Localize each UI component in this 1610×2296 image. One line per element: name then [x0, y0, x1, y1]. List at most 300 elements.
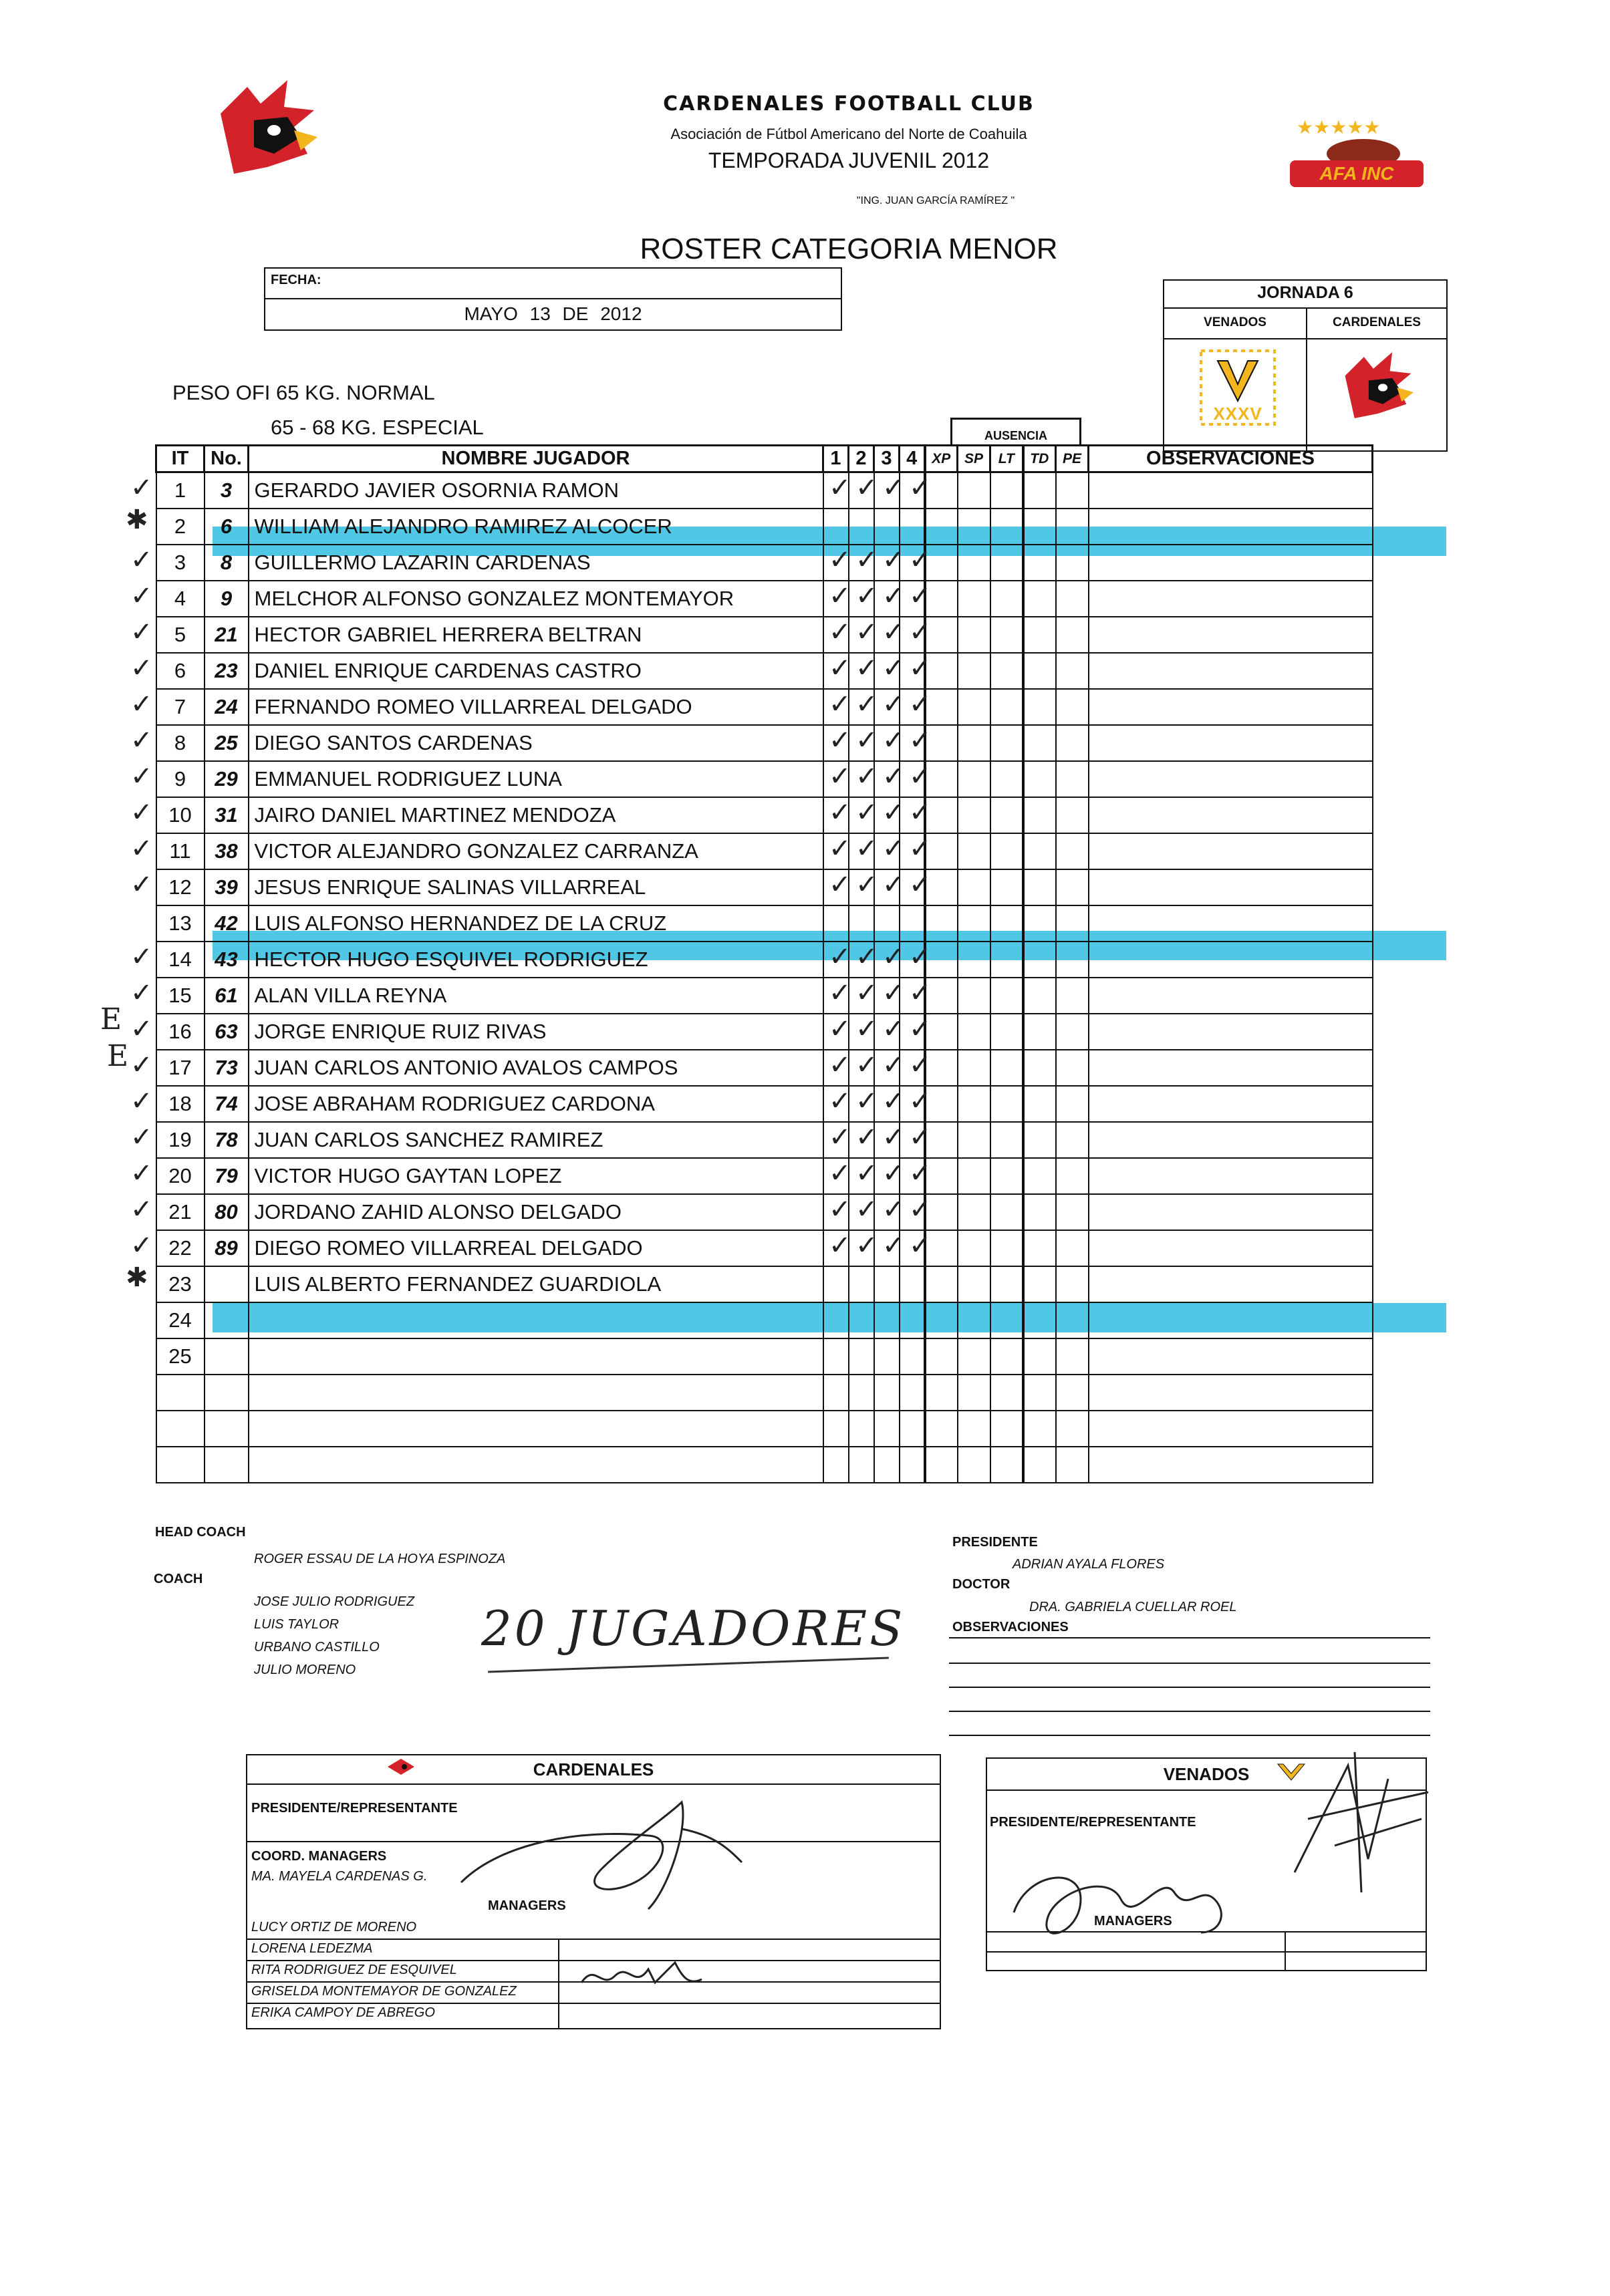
table-row [156, 617, 1373, 653]
checkmark-icon: ✓ [882, 1158, 905, 1189]
row-td [1023, 653, 1056, 689]
checkmark-icon: ✓ [829, 472, 851, 503]
doctor-name: DRA. GABRIELA CUELLAR ROEL [1029, 1600, 1237, 1614]
row-td [1023, 1411, 1056, 1447]
row-it: 1 [156, 472, 205, 509]
checkmark-icon: ✓ [909, 761, 932, 792]
row-lt [990, 833, 1023, 869]
checkmark-icon: ✓ [909, 581, 932, 611]
row-xp [925, 1411, 958, 1447]
row-sp [958, 905, 990, 942]
row-q4 [900, 1266, 925, 1302]
row-player-name: HECTOR GABRIEL HERRERA BELTRAN [249, 617, 823, 653]
row-it: 3 [156, 545, 205, 581]
row-td [1023, 761, 1056, 797]
row-it: 4 [156, 581, 205, 617]
row-lt [990, 545, 1023, 581]
table-row [156, 833, 1373, 869]
row-number: 89 [205, 1230, 249, 1266]
checkmark-icon: ✓ [829, 761, 851, 792]
checkmark-icon: ✓ [909, 1230, 932, 1261]
row-pe [1056, 1230, 1089, 1266]
row-pe [1056, 833, 1089, 869]
row-number [205, 1266, 249, 1302]
row-pe [1056, 725, 1089, 761]
checkmark-icon: ✓ [909, 1014, 932, 1044]
checkmark-icon: ✓ [855, 1050, 878, 1081]
row-it: 7 [156, 689, 205, 725]
row-sp [958, 1158, 990, 1194]
row-it: 22 [156, 1230, 205, 1266]
venados-box [986, 1757, 1427, 1971]
checkmark-icon: ✓ [829, 1230, 851, 1261]
row-lt [990, 1375, 1023, 1411]
row-sp [958, 869, 990, 905]
table-row [156, 1338, 1373, 1375]
row-observaciones [1089, 1194, 1373, 1230]
row-it: 23 [156, 1266, 205, 1302]
header-name: NOMBRE JUGADOR [249, 446, 823, 472]
row-pe [1056, 581, 1089, 617]
table-row [156, 1302, 1373, 1338]
coach-label: COACH [154, 1572, 203, 1586]
row-td [1023, 1122, 1056, 1158]
table-row [156, 725, 1373, 761]
checkmark-icon: ✓ [855, 725, 878, 756]
row-sp [958, 617, 990, 653]
row-td [1023, 1194, 1056, 1230]
row-number: 38 [205, 833, 249, 869]
row-observaciones [1089, 689, 1373, 725]
row-td [1023, 1086, 1056, 1122]
row-number: 63 [205, 1014, 249, 1050]
margin-check-icon: ✓ [130, 1050, 153, 1081]
presidente-name: ADRIAN AYALA FLORES [1013, 1557, 1165, 1572]
page-title: ROSTER CATEGORIA MENOR [640, 233, 1058, 265]
jornada-box [1163, 279, 1448, 452]
row-q1 [823, 905, 849, 942]
table-row [156, 689, 1373, 725]
row-lt [990, 1194, 1023, 1230]
row-q1 [823, 1338, 849, 1375]
header-q1: 1 [823, 446, 849, 472]
checkmark-icon: ✓ [882, 1086, 905, 1117]
row-number [205, 1375, 249, 1411]
row-sp [958, 509, 990, 545]
row-q3 [874, 905, 900, 942]
mark-e-15: E [100, 1002, 122, 1036]
row-q3 [874, 1375, 900, 1411]
margin-check-icon: ✓ [130, 761, 153, 792]
checkmark-icon: ✓ [909, 617, 932, 648]
checkmark-icon: ✓ [829, 725, 851, 756]
checkmark-icon: ✓ [855, 978, 878, 1008]
row-player-name [249, 1375, 823, 1411]
cardenales-manager-1: LUCY ORTIZ DE MORENO [251, 1920, 417, 1934]
row-sp [958, 942, 990, 978]
row-sp [958, 653, 990, 689]
row-pe [1056, 1411, 1089, 1447]
header-q4: 4 [900, 446, 925, 472]
jornada-team2: CARDENALES [1333, 315, 1421, 329]
header-it: IT [156, 446, 205, 472]
margin-check-icon: ✓ [130, 545, 153, 575]
row-td [1023, 617, 1056, 653]
venados-managers-label: MANAGERS [1094, 1914, 1172, 1928]
checkmark-icon: ✓ [882, 653, 905, 684]
checkmark-icon: ✓ [909, 1194, 932, 1225]
row-lt [990, 978, 1023, 1014]
checkmark-icon: ✓ [909, 869, 932, 900]
checkmark-icon: ✓ [909, 1050, 932, 1081]
row-xp [925, 1302, 958, 1338]
head-coach-label: HEAD COACH [155, 1525, 246, 1540]
row-number [205, 1302, 249, 1338]
row-it: 24 [156, 1302, 205, 1338]
row-q1 [823, 1302, 849, 1338]
checkmark-icon: ✓ [855, 942, 878, 972]
header-xp: XP [925, 446, 958, 472]
checkmark-icon: ✓ [855, 1194, 878, 1225]
checkmark-icon: ✓ [855, 472, 878, 503]
total-underline [488, 1657, 889, 1673]
table-row [156, 1086, 1373, 1122]
row-td [1023, 689, 1056, 725]
row-player-name: GUILLERMO LAZARIN CARDENAS [249, 545, 823, 581]
row-number: 80 [205, 1194, 249, 1230]
table-row [156, 1158, 1373, 1194]
checkmark-icon: ✓ [855, 617, 878, 648]
row-pe [1056, 1050, 1089, 1086]
table-row [156, 509, 1373, 545]
ausencia-label: AUSENCIA [984, 429, 1047, 442]
checkmark-icon: ✓ [829, 689, 851, 720]
row-sp [958, 978, 990, 1014]
row-pe [1056, 1194, 1089, 1230]
row-observaciones [1089, 978, 1373, 1014]
checkmark-icon: ✓ [829, 545, 851, 575]
row-q4 [900, 1411, 925, 1447]
checkmark-icon: ✓ [909, 1158, 932, 1189]
margin-check-icon: ✓ [130, 617, 153, 648]
row-pe [1056, 689, 1089, 725]
coach-3: URBANO CASTILLO [254, 1640, 380, 1655]
row-td [1023, 725, 1056, 761]
row-lt [990, 942, 1023, 978]
venados-logo-text: XXXV [1213, 404, 1262, 424]
row-observaciones [1089, 1338, 1373, 1375]
cardenales-manager-2: LORENA LEDEZMA [251, 1941, 373, 1956]
row-observaciones [1089, 1014, 1373, 1050]
venados-logo-icon [1198, 347, 1278, 428]
row-observaciones [1089, 942, 1373, 978]
row-it: 11 [156, 833, 205, 869]
checkmark-icon: ✓ [882, 617, 905, 648]
row-it: 21 [156, 1194, 205, 1230]
checkmark-icon: ✓ [855, 761, 878, 792]
weight-normal: PESO OFI 65 KG. NORMAL [172, 381, 435, 404]
honoree-label: "ING. JUAN GARCÍA RAMÍREZ " [856, 195, 1015, 206]
venados-pres-label: PRESIDENTE/REPRESENTANTE [990, 1815, 1196, 1830]
observaciones-label: OBSERVACIONES [952, 1620, 1069, 1634]
fecha-value: MAYO 13 DE 2012 [464, 303, 642, 324]
row-td [1023, 797, 1056, 833]
checkmark-icon: ✓ [855, 1014, 878, 1044]
margin-star-icon: ✱ [126, 1262, 148, 1293]
venados-signature-2 [1268, 1739, 1442, 1899]
margin-check-icon: ✓ [130, 978, 153, 1008]
row-td [1023, 472, 1056, 509]
row-q1 [823, 1266, 849, 1302]
row-pe [1056, 1266, 1089, 1302]
row-lt [990, 1302, 1023, 1338]
row-td [1023, 942, 1056, 978]
jornada-title: JORNADA 6 [1257, 283, 1353, 302]
row-pe [1056, 1014, 1089, 1050]
row-number: 61 [205, 978, 249, 1014]
row-td [1023, 1338, 1056, 1375]
row-sp [958, 1375, 990, 1411]
row-player-name: DIEGO ROMEO VILLARREAL DELGADO [249, 1230, 823, 1266]
row-observaciones [1089, 725, 1373, 761]
row-number: 9 [205, 581, 249, 617]
row-sp [958, 1086, 990, 1122]
table-row [156, 761, 1373, 797]
row-player-name: LUIS ALFONSO HERNANDEZ DE LA CRUZ [249, 905, 823, 942]
fecha-label: FECHA: [271, 273, 321, 287]
checkmark-icon: ✓ [909, 978, 932, 1008]
row-pe [1056, 905, 1089, 942]
row-pe [1056, 978, 1089, 1014]
checkmark-icon: ✓ [882, 581, 905, 611]
row-q2 [849, 1338, 874, 1375]
row-q3 [874, 509, 900, 545]
manager-signature [575, 1949, 708, 2003]
checkmark-icon: ✓ [882, 1014, 905, 1044]
checkmark-icon: ✓ [882, 978, 905, 1008]
roster-table [155, 444, 1373, 1483]
checkmark-icon: ✓ [882, 725, 905, 756]
row-td [1023, 1375, 1056, 1411]
checkmark-icon: ✓ [882, 472, 905, 503]
head-coach-name: ROGER ESSAU DE LA HOYA ESPINOZA [254, 1552, 506, 1566]
coord-managers-name: MA. MAYELA CARDENAS G. [251, 1869, 428, 1884]
checkmark-icon: ✓ [829, 869, 851, 900]
checkmark-icon: ✓ [829, 1050, 851, 1081]
row-td [1023, 1050, 1056, 1086]
row-q3 [874, 1447, 900, 1483]
row-player-name: EMMANUEL RODRIGUEZ LUNA [249, 761, 823, 797]
row-lt [990, 1266, 1023, 1302]
row-q3 [874, 1302, 900, 1338]
row-sp [958, 797, 990, 833]
row-q2 [849, 1302, 874, 1338]
row-pe [1056, 1302, 1089, 1338]
row-pe [1056, 761, 1089, 797]
row-it [156, 1375, 205, 1411]
checkmark-icon: ✓ [882, 1122, 905, 1153]
row-number: 3 [205, 472, 249, 509]
margin-check-icon: ✓ [130, 869, 153, 900]
row-player-name: JUAN CARLOS SANCHEZ RAMIREZ [249, 1122, 823, 1158]
row-lt [990, 1050, 1023, 1086]
row-player-name: GERARDO JAVIER OSORNIA RAMON [249, 472, 823, 509]
row-xp [925, 1447, 958, 1483]
row-lt [990, 869, 1023, 905]
row-number: 73 [205, 1050, 249, 1086]
row-xp [925, 1266, 958, 1302]
row-number: 39 [205, 869, 249, 905]
fecha-box [264, 267, 842, 331]
row-td [1023, 833, 1056, 869]
row-sp [958, 1302, 990, 1338]
row-number: 23 [205, 653, 249, 689]
checkmark-icon: ✓ [882, 942, 905, 972]
checkmark-icon: ✓ [882, 833, 905, 864]
row-observaciones [1089, 1375, 1373, 1411]
row-td [1023, 1447, 1056, 1483]
margin-check-icon: ✓ [130, 1086, 153, 1117]
row-player-name: JUAN CARLOS ANTONIO AVALOS CAMPOS [249, 1050, 823, 1086]
row-it: 16 [156, 1014, 205, 1050]
cardenales-manager-5: ERIKA CAMPOY DE ABREGO [251, 2005, 435, 2020]
row-lt [990, 761, 1023, 797]
row-number: 31 [205, 797, 249, 833]
row-number: 78 [205, 1122, 249, 1158]
checkmark-icon: ✓ [855, 833, 878, 864]
row-q4 [900, 1375, 925, 1411]
row-number: 74 [205, 1086, 249, 1122]
row-sp [958, 1266, 990, 1302]
checkmark-icon: ✓ [882, 1194, 905, 1225]
table-row [156, 905, 1373, 942]
row-player-name: JORDANO ZAHID ALONSO DELGADO [249, 1194, 823, 1230]
checkmark-icon: ✓ [829, 797, 851, 828]
row-player-name: FERNANDO ROMEO VILLARREAL DELGADO [249, 689, 823, 725]
margin-check-icon: ✓ [130, 942, 153, 972]
row-number: 6 [205, 509, 249, 545]
table-row [156, 942, 1373, 978]
checkmark-icon: ✓ [855, 797, 878, 828]
row-it: 17 [156, 1050, 205, 1086]
row-number: 43 [205, 942, 249, 978]
row-number [205, 1411, 249, 1447]
row-it: 9 [156, 761, 205, 797]
coord-managers-label: COORD. MANAGERS [251, 1849, 387, 1864]
row-player-name: DIEGO SANTOS CARDENAS [249, 725, 823, 761]
row-player-name: LUIS ALBERTO FERNANDEZ GUARDIOLA [249, 1266, 823, 1302]
row-number: 25 [205, 725, 249, 761]
row-xp [925, 905, 958, 942]
checkmark-icon: ✓ [855, 1230, 878, 1261]
club-name: CARDENALES FOOTBALL CLUB [663, 92, 1035, 116]
table-row [156, 581, 1373, 617]
row-pe [1056, 509, 1089, 545]
roster-header-row [156, 446, 1373, 472]
checkmark-icon: ✓ [829, 833, 851, 864]
row-lt [990, 1014, 1023, 1050]
checkmark-icon: ✓ [909, 653, 932, 684]
margin-star-icon: ✱ [126, 505, 148, 535]
checkmark-icon: ✓ [829, 581, 851, 611]
row-observaciones [1089, 833, 1373, 869]
row-player-name: JAIRO DANIEL MARTINEZ MENDOZA [249, 797, 823, 833]
cardenales-manager-4: GRISELDA MONTEMAYOR DE GONZALEZ [251, 1984, 517, 1999]
checkmark-icon: ✓ [855, 1122, 878, 1153]
row-pe [1056, 472, 1089, 509]
row-q2 [849, 905, 874, 942]
row-lt [990, 725, 1023, 761]
row-q4 [900, 1338, 925, 1375]
cardenales-managers-label: MANAGERS [488, 1898, 566, 1913]
row-number [205, 1338, 249, 1375]
header-q2: 2 [849, 446, 874, 472]
row-pe [1056, 1447, 1089, 1483]
row-sp [958, 833, 990, 869]
row-lt [990, 1447, 1023, 1483]
row-q2 [849, 1375, 874, 1411]
row-observaciones [1089, 1411, 1373, 1447]
afa-logo-icon [1283, 107, 1437, 194]
row-it [156, 1411, 205, 1447]
table-row [156, 1194, 1373, 1230]
row-it: 10 [156, 797, 205, 833]
header-sp: SP [958, 446, 990, 472]
row-pe [1056, 653, 1089, 689]
mark-e-16: E [107, 1039, 129, 1073]
row-player-name: ALAN VILLA REYNA [249, 978, 823, 1014]
checkmark-icon: ✓ [909, 942, 932, 972]
checkmark-icon: ✓ [882, 545, 905, 575]
row-number: 8 [205, 545, 249, 581]
observaciones-lines [949, 1637, 1430, 1739]
row-lt [990, 1411, 1023, 1447]
row-sp [958, 581, 990, 617]
row-observaciones [1089, 472, 1373, 509]
row-number: 79 [205, 1158, 249, 1194]
table-row [156, 1411, 1373, 1447]
row-number: 24 [205, 689, 249, 725]
cardinal-small-logo-icon [1335, 347, 1422, 428]
association-name: Asociación de Fútbol Americano del Norte de Coahuila [670, 126, 1027, 142]
row-observaciones [1089, 1158, 1373, 1194]
venados-box-title: VENADOS [1163, 1764, 1250, 1784]
margin-check-icon: ✓ [130, 797, 153, 828]
row-q4 [900, 1447, 925, 1483]
row-observaciones [1089, 797, 1373, 833]
cardenales-pres-label: PRESIDENTE/REPRESENTANTE [251, 1801, 458, 1816]
row-pe [1056, 1158, 1089, 1194]
table-row [156, 1014, 1373, 1050]
checkmark-icon: ✓ [829, 942, 851, 972]
row-q2 [849, 1447, 874, 1483]
cardenales-box [246, 1754, 941, 2029]
row-lt [990, 1086, 1023, 1122]
row-it: 18 [156, 1086, 205, 1122]
row-pe [1056, 797, 1089, 833]
row-sp [958, 1338, 990, 1375]
row-observaciones [1089, 1230, 1373, 1266]
row-number: 21 [205, 617, 249, 653]
cardenales-box-title: CARDENALES [533, 1759, 654, 1779]
checkmark-icon: ✓ [909, 545, 932, 575]
row-player-name: VICTOR HUGO GAYTAN LOPEZ [249, 1158, 823, 1194]
checkmark-icon: ✓ [909, 689, 932, 720]
row-td [1023, 545, 1056, 581]
row-it: 12 [156, 869, 205, 905]
row-number: 29 [205, 761, 249, 797]
row-observaciones [1089, 1266, 1373, 1302]
